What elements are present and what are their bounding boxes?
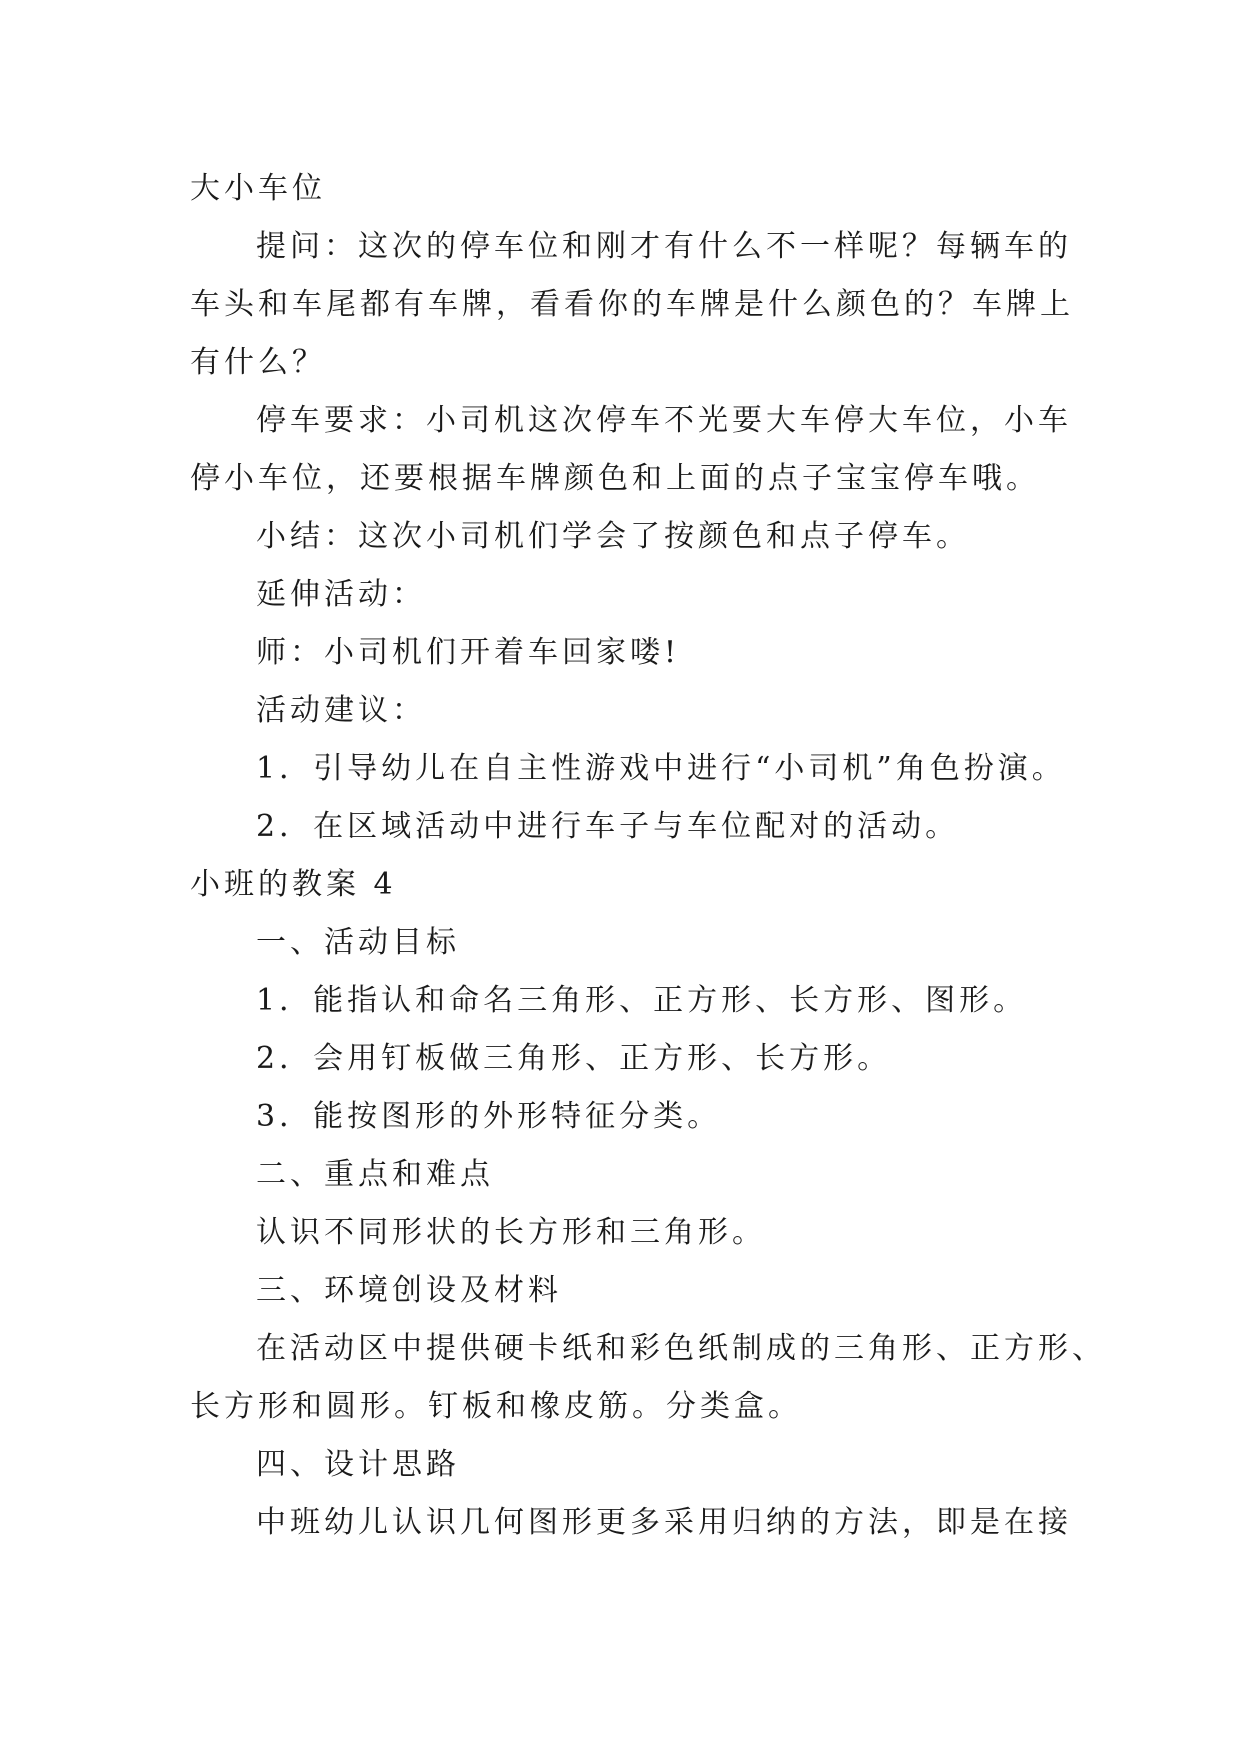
document-body (190, 160, 1106, 1552)
section-heading: 延伸活动： (256, 577, 426, 612)
document-title: 小班的教案 4 (190, 867, 397, 902)
text-line: 大小车位 (190, 171, 326, 206)
section-heading: 三、环境创设及材料 (256, 1273, 562, 1308)
text-line: 有什么？ (190, 345, 326, 380)
text-line: 停小车位，还要根据车牌颜色和上面的点子宝宝停车哦。 (190, 461, 1040, 496)
text-line: 小结：这次小司机们学会了按颜色和点子停车。 (256, 519, 970, 554)
text-line: 车头和车尾都有车牌，看看你的车牌是什么颜色的？车牌上 (190, 287, 1074, 322)
section-heading: 一、活动目标 (256, 925, 460, 960)
list-item: 2．在区域活动中进行车子与车位配对的活动。 (256, 809, 960, 844)
list-item: 1．能指认和命名三角形、正方形、长方形、图形。 (256, 983, 1028, 1018)
text-line: 停车要求：小司机这次停车不光要大车停大车位，小车 (256, 403, 1072, 438)
text-line: 提问：这次的停车位和刚才有什么不一样呢？每辆车的 (256, 229, 1072, 264)
list-item: 1．引导幼儿在自主性游戏中进行“小司机”角色扮演。 (256, 751, 1066, 786)
section-heading: 四、设计思路 (256, 1447, 460, 1482)
text-line: 师：小司机们开着车回家喽! (256, 635, 681, 670)
text-line: 在活动区中提供硬卡纸和彩色纸制成的三角形、正方形、 (256, 1331, 1106, 1366)
text-line: 认识不同形状的长方形和三角形。 (256, 1215, 766, 1250)
section-heading: 活动建议： (256, 693, 426, 728)
text-line: 中班幼儿认识几何图形更多采用归纳的方法，即是在接 (256, 1505, 1072, 1540)
text-line: 长方形和圆形。钉板和橡皮筋。分类盒。 (190, 1389, 802, 1424)
section-heading: 二、重点和难点 (256, 1157, 494, 1192)
list-item: 3．能按图形的外形特征分类。 (256, 1099, 722, 1134)
list-item: 2．会用钉板做三角形、正方形、长方形。 (256, 1041, 892, 1076)
